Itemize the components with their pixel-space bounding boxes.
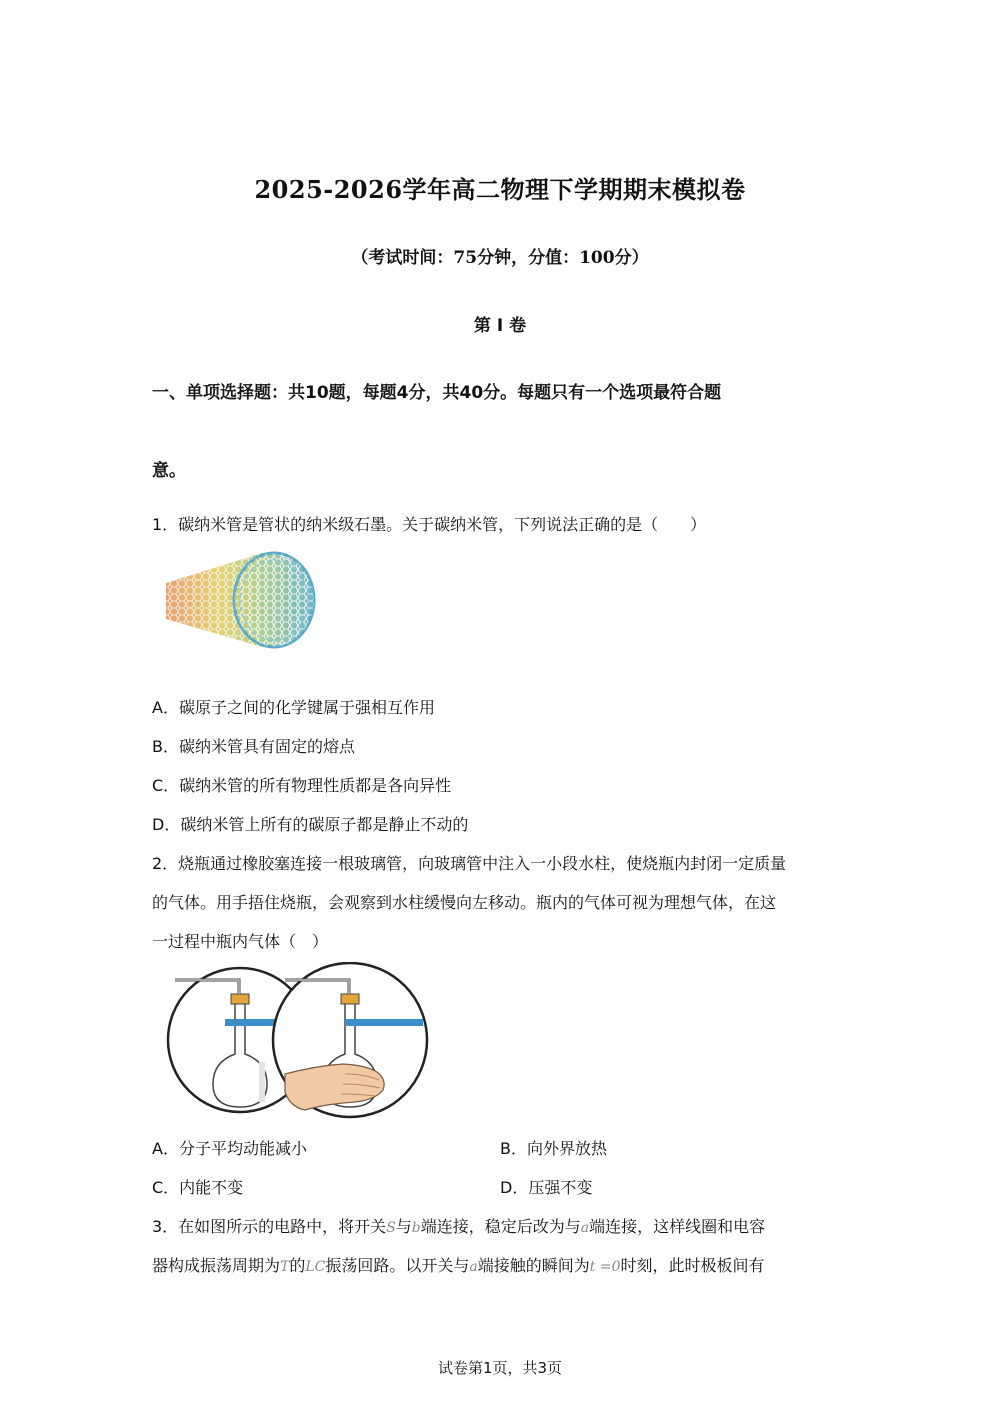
symbol-s: S — [386, 1220, 396, 1236]
q3-text: 端连接，稳定后改为与 — [420, 1217, 581, 1236]
flask-experiment-figure — [165, 962, 430, 1120]
exam-subtitle: （考试时间：75分钟，分值：100分） — [351, 248, 649, 268]
question-3-stem-line1 — [152, 1214, 765, 1237]
page-footer: 试卷第1页，共3页 — [437, 1359, 563, 1377]
q3-text: 的 — [289, 1256, 306, 1275]
q3-text: 端连接，这样线圈和电容 — [589, 1217, 766, 1236]
question-2-option-a: A．分子平均动能减小 — [152, 1139, 307, 1158]
section-heading-line2: 意。 — [152, 461, 186, 481]
question-2-stem-line2: 的气体。用手捂住烧瓶，会观察到水柱缓慢向左移动。瓶内的气体可视为理想气体，在这 — [152, 893, 777, 912]
q3-text: 振荡回路。以开关与 — [325, 1256, 470, 1275]
question-1-stem: 1．碳纳米管是管状的纳米级石墨。关于碳纳米管，下列说法正确的是（ ） — [152, 515, 707, 534]
question-1-option-a: A．碳原子之间的化学键属于强相互作用 — [152, 698, 435, 717]
question-2-option-c: C．内能不变 — [152, 1178, 244, 1197]
symbol-t-period: T — [280, 1259, 290, 1275]
q3-text: 时刻，此时极板间有 — [620, 1256, 765, 1275]
symbol-lc: LC — [305, 1259, 326, 1275]
symbol-b: b — [411, 1220, 421, 1236]
q3-text: 器构成振荡周期为 — [152, 1256, 281, 1275]
q3-text: 端接触的瞬间为 — [477, 1256, 590, 1275]
volume-heading: 第 I 卷 — [473, 316, 527, 336]
question-1-option-d: D．碳纳米管上所有的碳原子都是静止不动的 — [152, 815, 469, 834]
symbol-a: a — [469, 1259, 478, 1275]
exam-title: 2025-2026学年高二物理下学期期末模拟卷 — [254, 175, 746, 204]
symbol-a: a — [580, 1220, 590, 1236]
section-heading-line1: 一、单项选择题：共10题，每题4分，共40分。每题只有一个选项最符合题 — [152, 383, 722, 403]
q3-text: 与 — [395, 1217, 412, 1236]
question-1-option-b: B．碳纳米管具有固定的熔点 — [152, 737, 355, 756]
carbon-nanotube-figure — [162, 545, 322, 655]
q3-text: 3．在如图所示的电路中，将开关 — [152, 1217, 387, 1236]
question-2-option-d: D．压强不变 — [500, 1178, 593, 1197]
question-2-stem-line3: 一过程中瓶内气体（ ） — [152, 932, 329, 951]
question-2-option-b: B．向外界放热 — [500, 1139, 607, 1158]
symbol-t-zero: t =0 — [589, 1259, 621, 1275]
question-3-stem-line2 — [152, 1253, 765, 1276]
question-2-stem-line1: 2．烧瓶通过橡胶塞连接一根玻璃管，向玻璃管中注入一小段水柱，使烧瓶内封闭一定质量 — [152, 854, 787, 873]
question-1-option-c: C．碳纳米管的所有物理性质都是各向异性 — [152, 776, 452, 795]
